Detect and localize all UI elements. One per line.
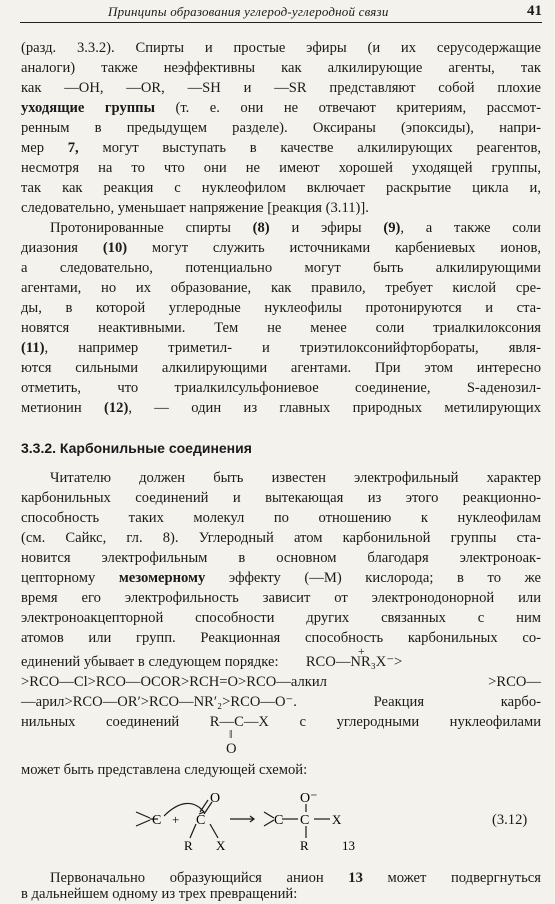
double-bond-mark: ‖ [229, 727, 233, 741]
para3-line: цепторному мезомерному эффекту (—M) кислорода; в то же [21, 570, 541, 586]
carbonyl-o-top: O [210, 791, 221, 806]
para1-line: несмотря на то что они не имеют хорошей уходящей группы, [21, 160, 541, 176]
para2-line: отметить, что триалкилсульфониевое соединение, S-аденозил- [21, 380, 541, 396]
para2-line: а следовательно, потенциально могут быть алкилирующими [21, 260, 541, 276]
section-heading: 3.3.2. Карбонильные соединения [21, 440, 252, 456]
header-title: Принципы образования углерод-углеродной связи [108, 4, 389, 19]
chem-line-4: нильных соединений R—C—X с углеродными нуклеофилами [21, 714, 542, 730]
para1-line: ренным в предыдущем разделе). Оксираны (эпоксиды), напри- [21, 120, 541, 136]
r-group-right: R [300, 838, 309, 853]
para1-line: как —OH, —OR, —SH и —SR представляют собой плохие [21, 80, 541, 96]
product-carbon-2: C [300, 813, 310, 828]
x-group-left: X [216, 838, 226, 853]
chem-line-1 [21, 644, 541, 672]
chem-line-1-formula: RCO—NR₃X⁻> + [306, 654, 402, 670]
para1-line: уходящие группы (т. е. они не отвечают критериям, рассмот- [21, 100, 541, 116]
para3-line: время его электрофильность зависит от электронодонорной или [21, 590, 541, 606]
chem-line-1-text: единений убывает в следующем порядке: [21, 654, 279, 670]
para2-line: агентами, но их образование, как правило, требует кислой сре- [21, 280, 541, 296]
plus-sign: + [172, 812, 180, 827]
para1-line: (разд. 3.3.2). Спирты и простые эфиры (и их серусодержащие [21, 40, 541, 56]
para2-line: (11), например триметил- и триэтилоксонийфторбораты, явля- [21, 340, 541, 356]
para2-line: диазония (10) могут служить источниками карбениевых ионов, [21, 240, 541, 256]
para1-line: мер 7, могут выступать в качестве алкилирующих реагентов, [21, 140, 542, 156]
chem-line-5: может быть представлена следующей схемой: [21, 762, 308, 778]
para3-line: способность таких молекул по отношению к нуклеофилам [21, 510, 541, 526]
para3-line: новится электрофильным в основном благодаря электроноак- [21, 550, 541, 566]
para2-line: метионин (12), — один из главных природных метилирующих [21, 400, 541, 416]
para4-line: Первоначально образующийся анион 13 может подвергнуться [50, 870, 542, 886]
carbonyl-formula: R—C—X [209, 714, 269, 730]
para1-line: следовательно, уменьшает напряжение [реакция (3.11)]. [21, 200, 369, 216]
para2-line: ются сильными алкилирующими агентами. При этом интересно [21, 360, 541, 376]
para2-line: Протонированные спирты (8) и эфиры (9), а также соли [50, 220, 541, 236]
alkoxide-oxygen: O⁻ [300, 791, 318, 806]
para3-line: Читателю должен быть известен электрофильный характер [50, 470, 541, 486]
para1-line: аналоги) также неэффективны как алкилирующие агенты, так [21, 60, 541, 76]
para1-line: так как реакция с нуклеофилом включает раскрытие цикла и, [21, 180, 541, 196]
para2-line: ды, в которой углеродные нуклеофилы протонируются и ста- [21, 300, 541, 316]
para3-line: (см. Сайкс, гл. 8). Углеродный атом карбонильной группы ста- [21, 530, 541, 546]
para4-line: в дальнейшем одному из трех превращений: [21, 886, 298, 902]
chem-line-3: —арил>RCO—OR′>RCO—NR′₂>RCO—O⁻. Реакция карбо- [21, 694, 541, 710]
plus-charge: + [357, 644, 365, 658]
r-group-left: R [184, 838, 193, 853]
para2-line: новятся неактивными. Тем не менее соли триалкилоксония [21, 320, 541, 336]
para3-line: электроноакцепторной способности других связанных с ним [21, 610, 541, 626]
compound-number: 13 [342, 838, 355, 853]
carbanion-carbon: C [152, 813, 162, 828]
x-group-right: X [332, 812, 342, 827]
equation-number: (3.12) [492, 812, 528, 828]
running-header [20, 4, 542, 23]
para3-line: карбонильных соединений и вытекающая из этого реакционно- [21, 490, 541, 506]
carbonyl-oxygen: O [226, 741, 237, 757]
page-number: 41 [527, 3, 542, 19]
para3-line: атомов или групп. Реакционная способность карбонильных со- [21, 630, 541, 646]
chem-line-2: >RCO—Cl>RCO—OCOR>RCH=O>RCO—алкил >RCO— [21, 674, 541, 690]
carbonyl-carbon: C [196, 813, 206, 828]
reaction-scheme [130, 790, 370, 862]
product-carbon-1: C [274, 813, 284, 828]
